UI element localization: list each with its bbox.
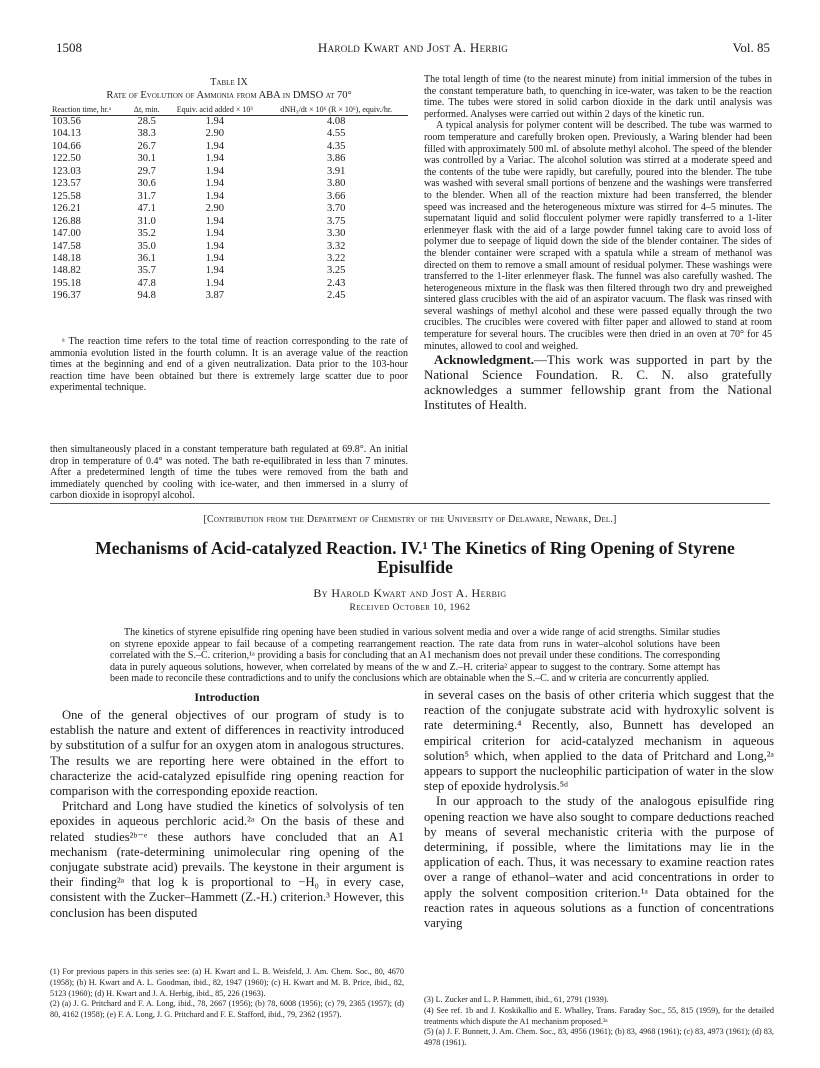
table-cell: 2.90	[205, 128, 224, 140]
table-cell: 3.22	[326, 252, 346, 264]
abstract: The kinetics of styrene episulfide ring opening have been studied in various solvent media and over a wide range of acid strengths. Similar studies on styrene epoxide appear to fail because of a competing rearrangement reaction. The rate data from runs in water–alcohol solutions have been correlated with the S.–C. criterion,¹ᵃ providing a basis for concluding that an A1 mechanism does not prevail under these conditions. The corresponding data in purely aqueous solutions, however, when correlated by means of the w and Z.–H. criteria² appear to suggest to the contrary. Some attempt has been made to reconcile these contradictions and to unify the conclusions which are obtainable when the S.–C. and w criteria are concurrently applied.	[110, 627, 720, 684]
table-row	[50, 153, 408, 165]
table-cell: 3.30	[326, 228, 346, 240]
table-title: Rate of Evolution of Ammonia from ABA in DMSO at 70°	[106, 90, 352, 101]
received-date: Received October 10, 1962	[349, 603, 471, 613]
article-title: Mechanisms of Acid-catalyzed Reaction. IV.¹ The Kinetics of Ring Opening of Styrene Episulfide	[95, 538, 735, 577]
table-cell: 4.08	[326, 116, 346, 127]
table-cell: 3.66	[326, 190, 346, 202]
table-cell: 1.94	[205, 277, 224, 289]
table-cell: 1.94	[205, 228, 224, 240]
running-header	[56, 40, 770, 60]
column-header: Reaction time, hr.ᵃ	[50, 105, 128, 116]
table-cell: 47.8	[137, 277, 156, 289]
table-cell: 35.7	[137, 265, 156, 277]
table-cell: 2.45	[326, 290, 346, 302]
introduction-right-column	[424, 688, 774, 931]
table-cell: 31.0	[137, 215, 156, 227]
experimental-paragraph-2: A typical analysis for polymer content will be described. The tube was warmed to room temperature and carefully broken open. Previously, a Waring blender had been filled with approximately 500 ml. of absolute methyl alcohol. The speed of the blender was controlled by a Variac. The alcohol solution was stirred at a moderate speed and the contents of the tube were rapidly, but carefully, poured into the blender. The tube was washed with several small portions of benzene and the washings were transferred to the blender. When all of the reaction mixture had been transferred, the blender speed was increased and the heterogeneous mixture was stirred for 4–5 minutes. The supernatant liquid and solid flocculent polymer were rapidly transferred to a 1-liter erlenmeyer flask with the aid of a large powder funnel taking care to avoid loss of polymer due to seepage of liquid down the side of the blender container. The sides of the blender container were scraped with a spatula while a stream of methanol was directed on them to remove a small amount of residual polymer. These washings were transferred to the 1-liter erlenmeyer flask. The funnel was also carefully washed. The heterogeneous mixture in the flask was then filtered through two dry and preweighed sintered glass crucibles with the aid of an aspirator vacuum. The flask was rinsed with several washings of methyl alcohol and these were passed equally through the two crucibles. The crucibles were covered with filter paper and allowed to stand at room temperature for several hours. The crucibles were then dried in an oven at 70° for 45 minutes, allowed to cool and weighed.	[424, 120, 772, 352]
table-cell: 38.3	[137, 128, 156, 140]
table-cell: 104.13	[52, 128, 81, 140]
table-row	[50, 178, 408, 190]
table-cell: 2.43	[326, 277, 346, 289]
table-cell: 4.35	[326, 140, 346, 152]
table-cell: 3.75	[326, 215, 346, 227]
table-cell: 35.0	[137, 240, 156, 252]
table-cell: 1.94	[205, 140, 224, 152]
left-continuation	[50, 444, 408, 502]
intro-paragraph-2: Pritchard and Long have studied the kinetics of solvolysis of ten epoxides in aqueous perchloric acid.²ᵃ On the basis of these and related studies²ᵇ⁻ᵉ these authors have concluded that an A1 mechanism (rate-determining unimolecular ring opening of the conjugate substrate acid) prevails. The keystone in their argument is their finding²ᵃ that log k is proportional to −H₀ in every case, consistent with the Zucker–Hammett (Z.-H.) criterion.³ However, this conclusion has been disputed	[50, 799, 404, 920]
table-cell: 3.86	[326, 153, 346, 165]
table-row	[50, 203, 408, 215]
table-cell: 26.7	[137, 140, 156, 152]
table-header-row	[50, 105, 408, 116]
table-cell: 103.56	[52, 116, 81, 127]
table-row	[50, 228, 408, 240]
table-cell: 2.90	[205, 203, 224, 215]
table-cell: 28.5	[137, 116, 156, 127]
footnote-4: (4) See ref. 1b and J. Koskikallio and E. Whalley, Trans. Faraday Soc., 55, 815 (1959), for the detailed treatments which dispute the A1 mechanism proposed.²ᵃ	[424, 1005, 774, 1026]
table-cell: 196.37	[52, 290, 81, 302]
footnote-3: (3) L. Zucker and L. P. Hammett, ibid., 61, 2791 (1939).	[424, 995, 609, 1004]
table-cell: 1.94	[205, 153, 224, 165]
table-row	[50, 241, 408, 253]
table-cell: 195.18	[52, 277, 81, 289]
table-cell: 3.32	[326, 240, 346, 252]
introduction-heading: Introduction	[194, 690, 260, 704]
intro-paragraph-4: In our approach to the study of the analogous episulfide ring opening reaction we have also sought to compare deductions reached by means of several mechanistic criteria with the purpose of determining, if possible, where the limitations may lie in the application of each. Thus, it was necessary to examine reaction rates over a range of ethanol–water and acid concentrations in order to apply the solvent composition criterion.¹ᵃ Data obtained for the reaction rates in aqueous solutions as a function of concentrations varying	[424, 794, 774, 931]
acknowledgment-text: —This work was supported in part by the National Science Foundation. R. C. N. also gratefully acknowledges a summer fellowship grant from the National Institutes of Health.	[424, 352, 772, 412]
column-header: dNH₃/dt × 10⁶ (R × 10⁶), equiv./hr.	[264, 105, 408, 116]
table-ix	[50, 76, 408, 303]
byline: By Harold Kwart and Jost A. Herbig	[313, 586, 507, 600]
table-row	[50, 166, 408, 178]
running-authors: Harold Kwart and Jost A. Herbig	[317, 40, 509, 55]
table-row	[50, 116, 408, 129]
acknowledgment	[424, 353, 772, 412]
table-cell: 1.94	[205, 215, 224, 227]
table-cell: 31.7	[137, 190, 156, 202]
experimental-paragraph-1: The total length of time (to the nearest minute) from initial immersion of the tubes in the constant temperature bath, to quenching in ice-water, was taken to be the reaction time. The tubes were stored in solid carbon dioxide in the dark until analysis was performed. Analyses were carried out within 2 days of the kinetic run.	[424, 74, 772, 120]
table-cell: 3.87	[205, 290, 224, 302]
experimental-right-column	[424, 74, 772, 412]
table-row	[50, 216, 408, 228]
table-cell: 3.91	[326, 165, 346, 177]
table-cell: 1.94	[205, 252, 224, 264]
table-cell: 126.88	[52, 215, 81, 227]
table-cell: 104.66	[52, 140, 81, 152]
left-continuation-text: then simultaneously placed in a constant temperature bath regulated at 69.8°. An initial drop in temperature of 0.4° was noted. The bath re-equilibrated in less than 7 minutes. After a predetermined length of time the tubes were removed from the bath and immediately quenched by cooling with ice-water, and then immersed in a slurry of carbon dioxide in isopropyl alcohol.	[50, 444, 408, 502]
table-row	[50, 128, 408, 140]
intro-paragraph-1: One of the general objectives of our program of study is to establish the nature and extent of differences in reactivity introduced by substitution of a sulfur for an oxygen atom in analogous structures. The results we are reporting here were obtained in the effort to characterize the acid-catalyzed episulfide ring opening reaction for comparison with the corresponding epoxide reaction.	[50, 708, 404, 799]
table-cell: 36.1	[137, 252, 156, 264]
table-row	[50, 278, 408, 290]
table-caption: Table IX	[210, 77, 248, 88]
divider-rule	[50, 503, 770, 504]
table-cell: 35.2	[137, 228, 156, 240]
table-cell: 30.6	[137, 178, 156, 190]
table-cell: 3.80	[326, 178, 346, 190]
table-cell: 123.03	[52, 165, 81, 177]
table-cell: 30.1	[137, 153, 156, 165]
footnote-5: (5) (a) J. F. Bunnett, J. Am. Chem. Soc., 83, 4956 (1961); (b) 83, 4968 (1961); (c) 83, 4973 (1961); (d) 83, 4978 (1961).	[424, 1027, 774, 1048]
table-cell: 4.55	[326, 128, 346, 140]
table-cell: 123.57	[52, 178, 81, 190]
footnotes-left	[50, 967, 404, 1021]
intro-paragraph-3: in several cases on the basis of other criteria which suggest that the reaction of the conjugate substrate acid with hydroxylic solvent is rate determining.⁴ Recently, also, Bunnett has developed an empirical criterion for acid-catalyzed mechanism in aqueous solution⁵ which, when applied to the data of Pritchard and Long,²ᵃ appears to support the nucleophilic participation of water in the slow step of epoxide hydrolysis.⁵ᵈ	[424, 688, 774, 794]
table-row	[50, 265, 408, 277]
column-header: Δt, min.	[128, 105, 165, 116]
table-body	[50, 116, 408, 303]
table-cell: 29.7	[137, 165, 156, 177]
table-cell: 1.94	[205, 190, 224, 202]
acknowledgment-heading: Acknowledgment.	[434, 352, 535, 368]
table-row	[50, 290, 408, 302]
table-cell: 1.94	[205, 178, 224, 190]
table-cell: 148.18	[52, 252, 81, 264]
footnote-1: (1) For previous papers in this series see: (a) H. Kwart and L. B. Weisfeld, J. Am. Chem. Soc., 80, 4670 (1958); (b) H. Kwart and A. L. Goodman, ibid., 82, 1947 (1960); (c) H. Kwart and M. B. Price, ibid., 82, 5123 (1960); (d) H. Kwart and J. A. Herbig, ibid., 85, 226 (1963).	[50, 967, 404, 998]
table-cell: 1.94	[205, 165, 224, 177]
table-cell: 125.58	[52, 190, 81, 202]
table-row	[50, 141, 408, 153]
volume-label: Vol. 85	[732, 40, 770, 55]
table-cell: 122.50	[52, 153, 81, 165]
data-table	[50, 105, 408, 303]
page-number: 1508	[56, 40, 82, 55]
table-cell: 3.25	[326, 265, 346, 277]
table-cell: 148.82	[52, 265, 81, 277]
table-cell: 126.21	[52, 203, 81, 215]
introduction-left-column	[50, 690, 404, 921]
table-cell: 94.8	[137, 290, 156, 302]
contribution-line: [Contribution from the Department of Chemistry of the University of Delaware, Newark, Del.]	[203, 514, 617, 525]
table-cell: 47.1	[137, 203, 156, 215]
table-cell: 1.94	[205, 265, 224, 277]
table-cell: 1.94	[205, 240, 224, 252]
table-footnote	[50, 336, 408, 394]
table-footnote-text: ᵃ The reaction time refers to the total time of reaction corresponding to the rate of ammonia evolution listed in the fourth column. It is an average value of the reaction times at the beginning and end of a given neutralization. Data prior to the 103-hour reaction time have been obtained but there is extremely large scatter due to poor experimental technique.	[50, 336, 408, 394]
table-cell: 1.94	[205, 116, 224, 127]
footnote-2: (2) (a) J. G. Pritchard and F. A. Long, ibid., 78, 2667 (1956); (b) 78, 6008 (1956); (c) 79, 2365 (1957); (d) 80, 4162 (1958); (e) F. A. Long, J. G. Pritchard and F. E. Stafford, ibid., 79, 2362 (1957).	[50, 999, 404, 1020]
table-row	[50, 191, 408, 203]
table-cell: 3.70	[326, 203, 346, 215]
footnotes-right	[424, 995, 774, 1049]
column-header: Equiv. acid added × 10³	[165, 105, 264, 116]
table-cell: 147.00	[52, 228, 81, 240]
table-row	[50, 253, 408, 265]
table-cell: 147.58	[52, 240, 81, 252]
